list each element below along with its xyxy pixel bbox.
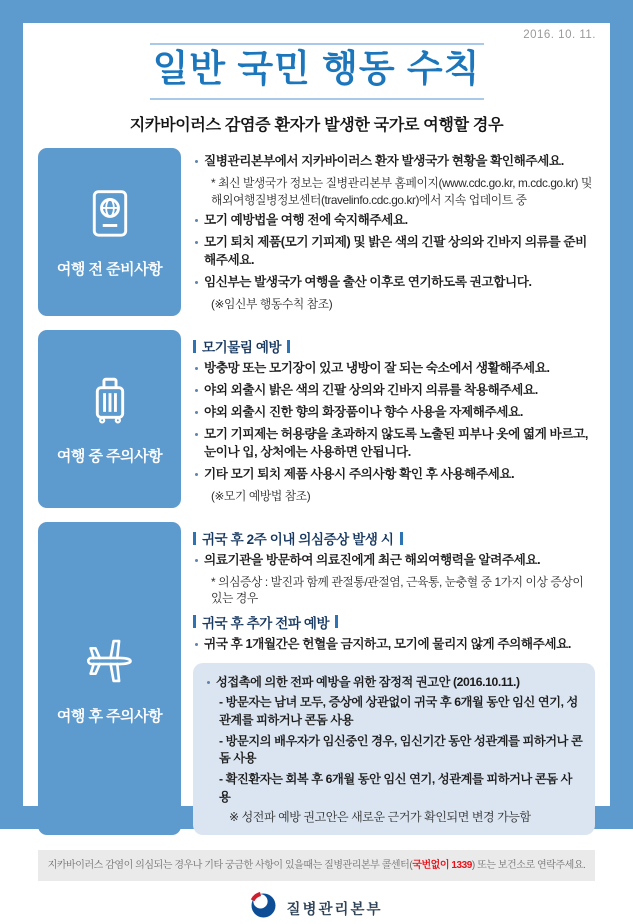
list-item: 질병관리본부에서 지카바이러스 환자 발생국가 현황을 확인해주세요. (193, 153, 595, 171)
org-logo (38, 892, 595, 924)
section-label-box-after (38, 522, 181, 835)
hotline-number: 국번없이 1339 (412, 860, 472, 872)
section-label-during: 여행 중 주의사항 (56, 448, 163, 466)
content-heading: 모기물림 예방 (193, 336, 595, 356)
date-label: 2016. 10. 11. (523, 29, 596, 41)
contact-notice-bar (38, 850, 595, 881)
section-before-travel (38, 148, 595, 316)
list-item: 모기 예방법을 여행 전에 숙지해주세요. (193, 212, 595, 230)
section-during-travel (38, 330, 595, 508)
section-label-after: 여행 후 주의사항 (56, 707, 163, 725)
list-item: 야외 외출시 진한 향의 화장품이나 향수 사용을 자제해주세요. (193, 404, 595, 422)
section-content-before (189, 148, 595, 316)
highlight-box-title: 성접촉에 의한 전파 예방을 위한 잠정적 권고안 (2016.10.11.) (205, 674, 583, 691)
content-heading: 귀국 후 추가 전파 예방 (193, 612, 595, 632)
org-name: 질병관리본부 (286, 901, 383, 918)
contact-notice-text: ) 또는 보건소로 연락주세요. (471, 860, 586, 872)
list-item: 의료기관을 방문하여 의료진에게 최근 해외여행력을 알려주세요. (193, 552, 595, 570)
interim-recommendation-box (193, 663, 595, 835)
section-after-travel (38, 522, 595, 835)
section-content-after (189, 522, 595, 835)
passport-icon (81, 185, 139, 248)
section-label-before: 여행 전 준비사항 (56, 261, 163, 279)
section-label-box-during (38, 330, 181, 508)
highlight-box-item: - 방문지의 배우자가 임신중인 경우, 임신기간 동안 성관계를 피하거나 콘돔 사용 (219, 733, 583, 766)
list-item: 모기 퇴치 제품(모기 기피제) 및 밝은 색의 긴팔 상의와 긴바지 의류를 준비해주세요. (193, 234, 595, 270)
highlight-box-item: - 확진환자는 회복 후 6개월 동안 임신 연기, 성관계를 피하거나 콘돔 사용 (219, 771, 572, 804)
page-title: 일반 국민 행동 수칙 (152, 48, 481, 89)
suitcase-icon (81, 372, 139, 435)
list-subnote: * 최신 발생국가 정보는 질병관리본부 홈페이지(www.cdc.go.kr, m.cdc.go.kr) 및 해외여행질병정보센터(travelinfo.cdc.go.kr)에서 지속 업데이트 중 (211, 176, 592, 207)
contact-notice-text: 지카바이러스 감염이 의심되는 경우나 기타 궁금한 사항이 있을때는 질병관리본부 콜센터( (47, 860, 413, 872)
section-label-box-before (38, 148, 181, 316)
list-item: 방충망 또는 모기장이 있고 냉방이 잘 되는 숙소에서 생활해주세요. (193, 360, 595, 378)
poster-inner (23, 23, 610, 924)
list-item: 모기 기피제는 허용량을 초과하지 않도록 노출된 피부나 옷에 엷게 바르고, 눈이나 입, 상처에는 사용하면 안됩니다. (193, 426, 595, 462)
content-heading: 귀국 후 2주 이내 의심증상 발생 시 (193, 528, 595, 548)
list-subnote: * 의심증상 : 발진과 함께 관절통/관절염, 근육통, 눈충혈 중 1가지 이상 증상이 있는 경우 (211, 574, 584, 606)
highlight-box-item: - 방문자는 남녀 모두, 증상에 상관없이 귀국 후 6개월 동안 임신 연기, 성관계를 피하거나 콘돔 사용 (219, 695, 578, 727)
list-subnote: (※모기 예방법 참조) (211, 488, 311, 503)
list-item: 기타 모기 퇴치 제품 사용시 주의사항 확인 후 사용해주세요. (193, 466, 595, 484)
highlight-box-note: ※ 성전파 예방 권고안은 새로운 근거가 확인되면 변경 가능함 (229, 810, 531, 825)
list-item: 야외 외출시 밝은 색의 긴팔 상의와 긴바지 의류를 착용해주세요. (193, 382, 595, 400)
list-subnote: (※임신부 행동수칙 참조) (211, 296, 333, 311)
airplane-icon (81, 632, 139, 695)
sections (38, 148, 595, 835)
list-item: 임신부는 발생국가 여행을 출산 이후로 연기하도록 권고합니다. (193, 274, 595, 292)
kcdc-emblem-icon (250, 892, 277, 924)
section-content-during (189, 330, 595, 508)
page-subtitle: 지카바이러스 감염증 환자가 발생한 국가로 여행할 경우 (129, 117, 504, 135)
title-block (150, 43, 484, 100)
list-item: 귀국 후 1개월간은 헌혈을 금지하고, 모기에 물리지 않게 주의해주세요. (193, 636, 595, 654)
